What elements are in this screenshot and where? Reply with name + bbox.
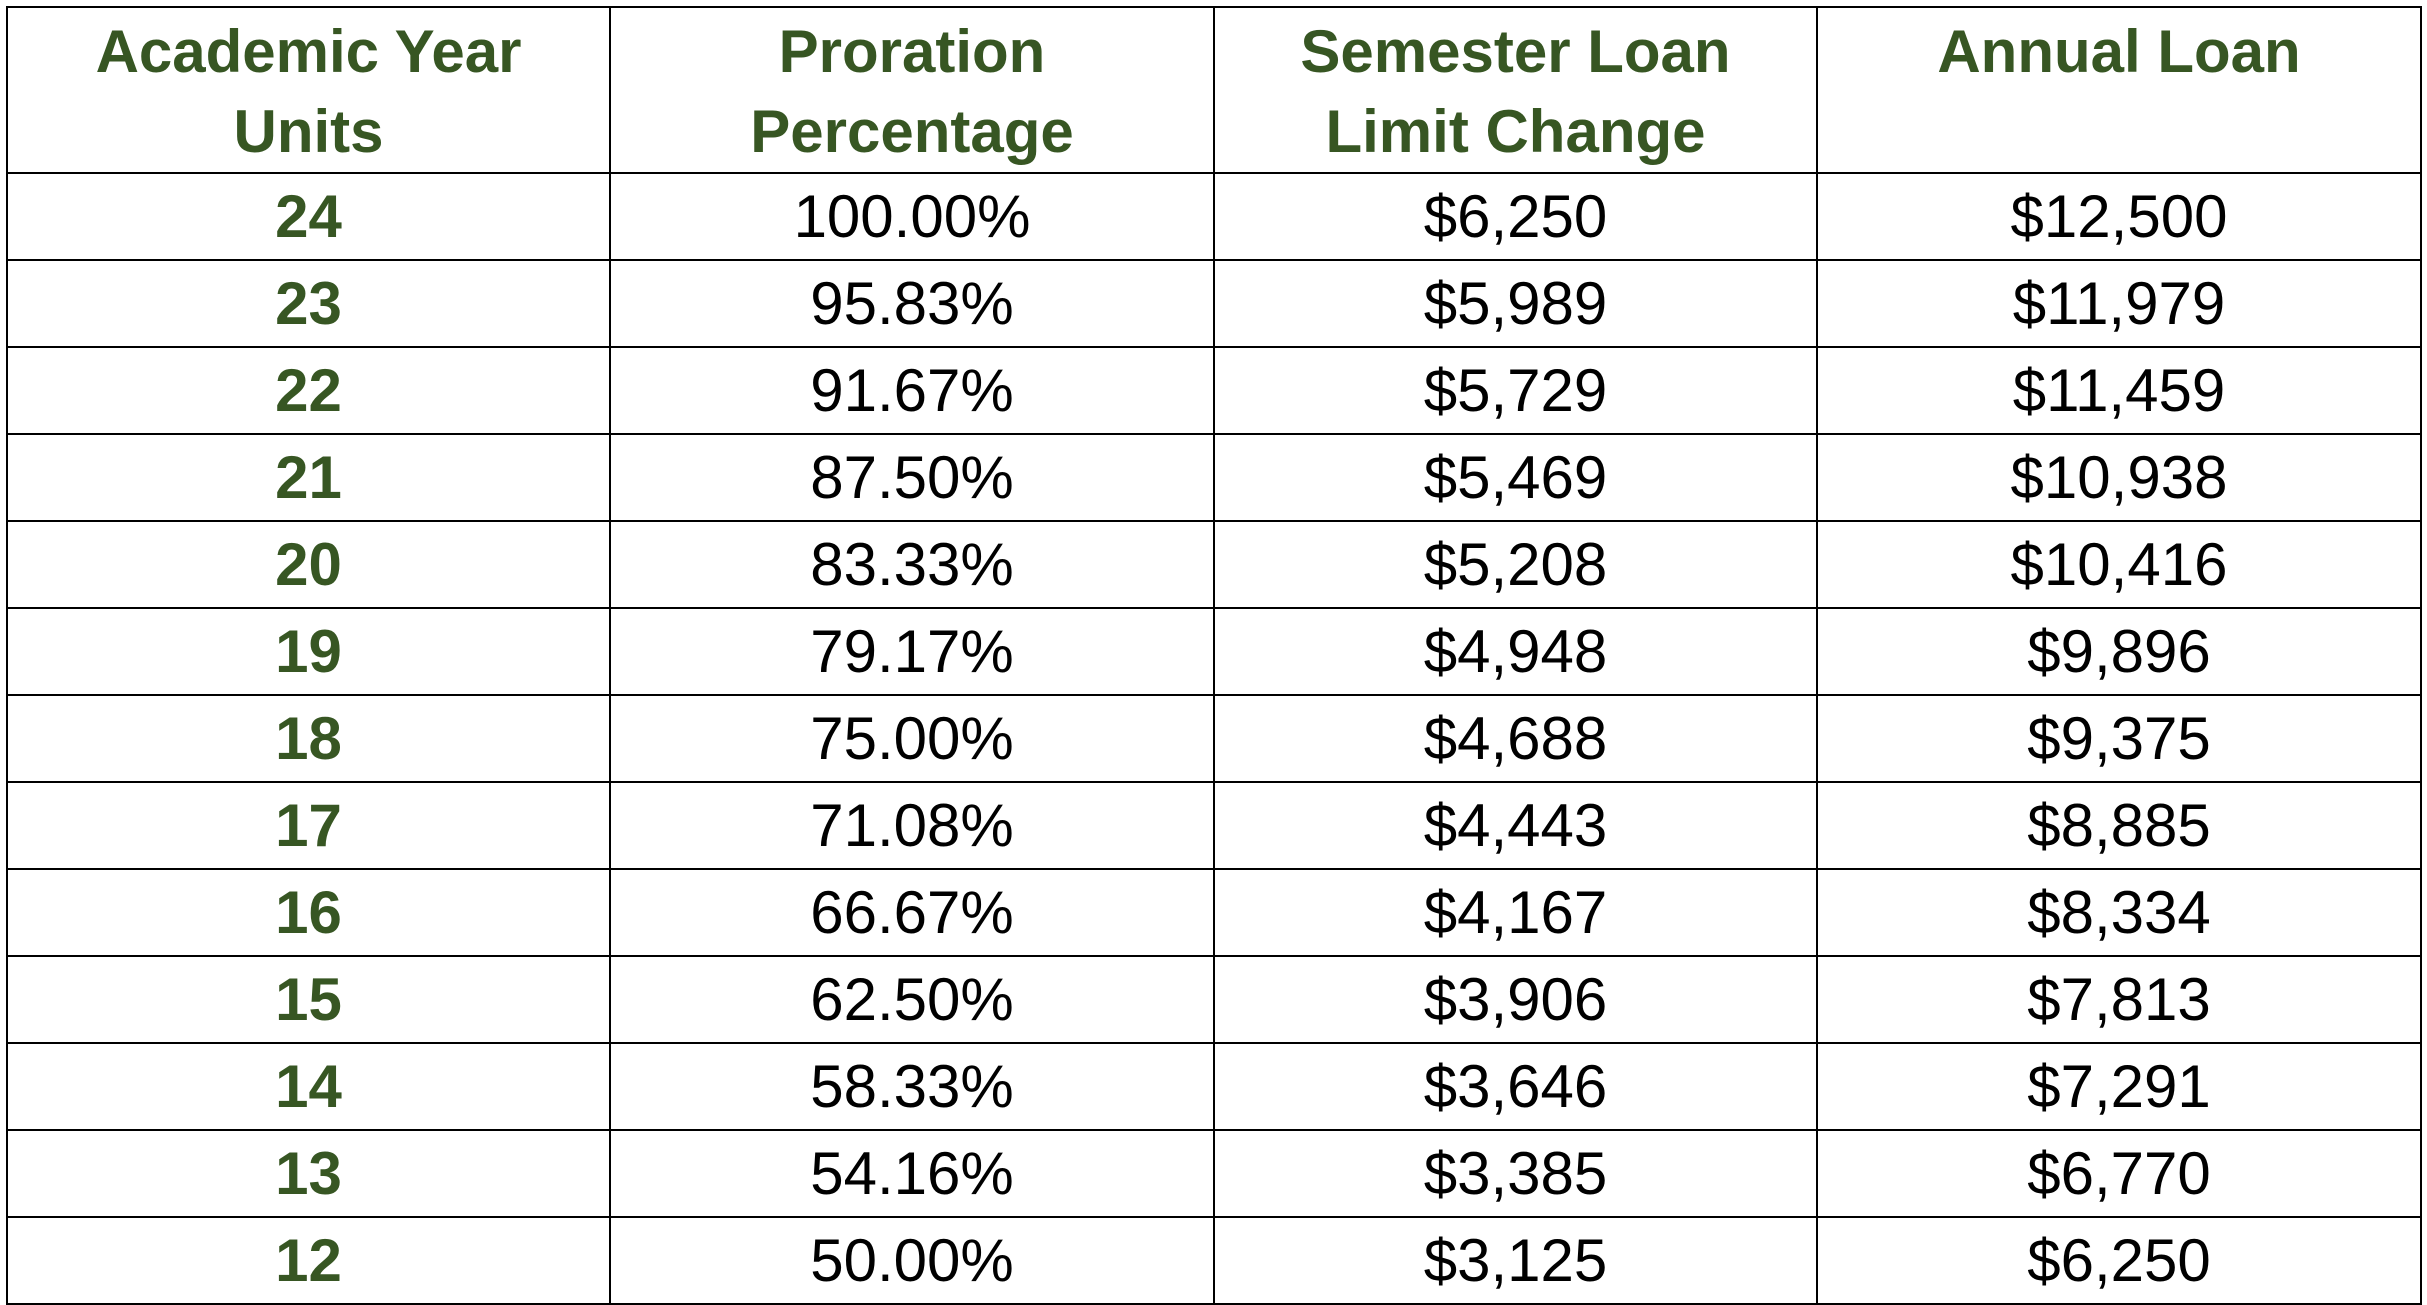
header-line: Limit Change — [1325, 98, 1706, 165]
cell-proration-percentage: 62.50% — [610, 956, 1214, 1043]
header-semester-loan-limit-change — [1214, 7, 1817, 173]
cell-proration-percentage: 100.00% — [610, 173, 1214, 260]
cell-annual-loan: $10,416 — [1817, 521, 2421, 608]
loan-proration-table — [6, 6, 2422, 1305]
loan-proration-table-container — [6, 6, 2420, 1305]
cell-units: 21 — [7, 434, 610, 521]
cell-units: 20 — [7, 521, 610, 608]
cell-annual-loan: $6,770 — [1817, 1130, 2421, 1217]
cell-semester-loan-limit-change: $3,906 — [1214, 956, 1817, 1043]
table-row — [7, 956, 2421, 1043]
table-row — [7, 521, 2421, 608]
cell-semester-loan-limit-change: $5,989 — [1214, 260, 1817, 347]
table-row — [7, 1130, 2421, 1217]
cell-proration-percentage: 91.67% — [610, 347, 1214, 434]
cell-annual-loan: $9,896 — [1817, 608, 2421, 695]
table-header-row — [7, 7, 2421, 173]
header-line: Units — [233, 98, 384, 165]
cell-units: 12 — [7, 1217, 610, 1304]
table-row — [7, 173, 2421, 260]
cell-units: 16 — [7, 869, 610, 956]
cell-semester-loan-limit-change: $5,729 — [1214, 347, 1817, 434]
cell-annual-loan: $12,500 — [1817, 173, 2421, 260]
cell-annual-loan: $11,979 — [1817, 260, 2421, 347]
cell-semester-loan-limit-change: $4,688 — [1214, 695, 1817, 782]
cell-semester-loan-limit-change: $4,948 — [1214, 608, 1817, 695]
cell-proration-percentage: 83.33% — [610, 521, 1214, 608]
cell-proration-percentage: 87.50% — [610, 434, 1214, 521]
table-row — [7, 347, 2421, 434]
cell-proration-percentage: 66.67% — [610, 869, 1214, 956]
table-row — [7, 434, 2421, 521]
cell-annual-loan: $6,250 — [1817, 1217, 2421, 1304]
table-body — [7, 173, 2421, 1304]
cell-units: 13 — [7, 1130, 610, 1217]
cell-units: 19 — [7, 608, 610, 695]
cell-proration-percentage: 75.00% — [610, 695, 1214, 782]
cell-units: 14 — [7, 1043, 610, 1130]
cell-proration-percentage: 58.33% — [610, 1043, 1214, 1130]
cell-annual-loan: $8,334 — [1817, 869, 2421, 956]
table-row — [7, 695, 2421, 782]
cell-annual-loan: $7,291 — [1817, 1043, 2421, 1130]
header-proration-percentage — [610, 7, 1214, 173]
table-row — [7, 260, 2421, 347]
table-row — [7, 1043, 2421, 1130]
cell-proration-percentage: 54.16% — [610, 1130, 1214, 1217]
cell-semester-loan-limit-change: $3,125 — [1214, 1217, 1817, 1304]
cell-annual-loan: $9,375 — [1817, 695, 2421, 782]
cell-proration-percentage: 71.08% — [610, 782, 1214, 869]
cell-units: 22 — [7, 347, 610, 434]
table-row — [7, 869, 2421, 956]
header-line: Percentage — [750, 98, 1074, 165]
cell-semester-loan-limit-change: $3,385 — [1214, 1130, 1817, 1217]
table-row — [7, 608, 2421, 695]
cell-units: 15 — [7, 956, 610, 1043]
cell-semester-loan-limit-change: $3,646 — [1214, 1043, 1817, 1130]
cell-proration-percentage: 79.17% — [610, 608, 1214, 695]
header-line: Proration — [778, 18, 1046, 85]
cell-units: 17 — [7, 782, 610, 869]
header-line: Academic Year — [95, 18, 522, 85]
header-line: Annual Loan — [1937, 18, 2301, 85]
cell-semester-loan-limit-change: $4,443 — [1214, 782, 1817, 869]
cell-semester-loan-limit-change: $5,208 — [1214, 521, 1817, 608]
cell-semester-loan-limit-change: $5,469 — [1214, 434, 1817, 521]
cell-annual-loan: $11,459 — [1817, 347, 2421, 434]
cell-annual-loan: $8,885 — [1817, 782, 2421, 869]
cell-proration-percentage: 50.00% — [610, 1217, 1214, 1304]
header-line: Semester Loan — [1300, 18, 1731, 85]
header-academic-year-units — [7, 7, 610, 173]
cell-annual-loan: $7,813 — [1817, 956, 2421, 1043]
cell-annual-loan: $10,938 — [1817, 434, 2421, 521]
cell-units: 23 — [7, 260, 610, 347]
cell-proration-percentage: 95.83% — [610, 260, 1214, 347]
cell-semester-loan-limit-change: $6,250 — [1214, 173, 1817, 260]
cell-semester-loan-limit-change: $4,167 — [1214, 869, 1817, 956]
header-annual-loan — [1817, 7, 2421, 173]
table-row — [7, 782, 2421, 869]
cell-units: 24 — [7, 173, 610, 260]
cell-units: 18 — [7, 695, 610, 782]
table-row — [7, 1217, 2421, 1304]
